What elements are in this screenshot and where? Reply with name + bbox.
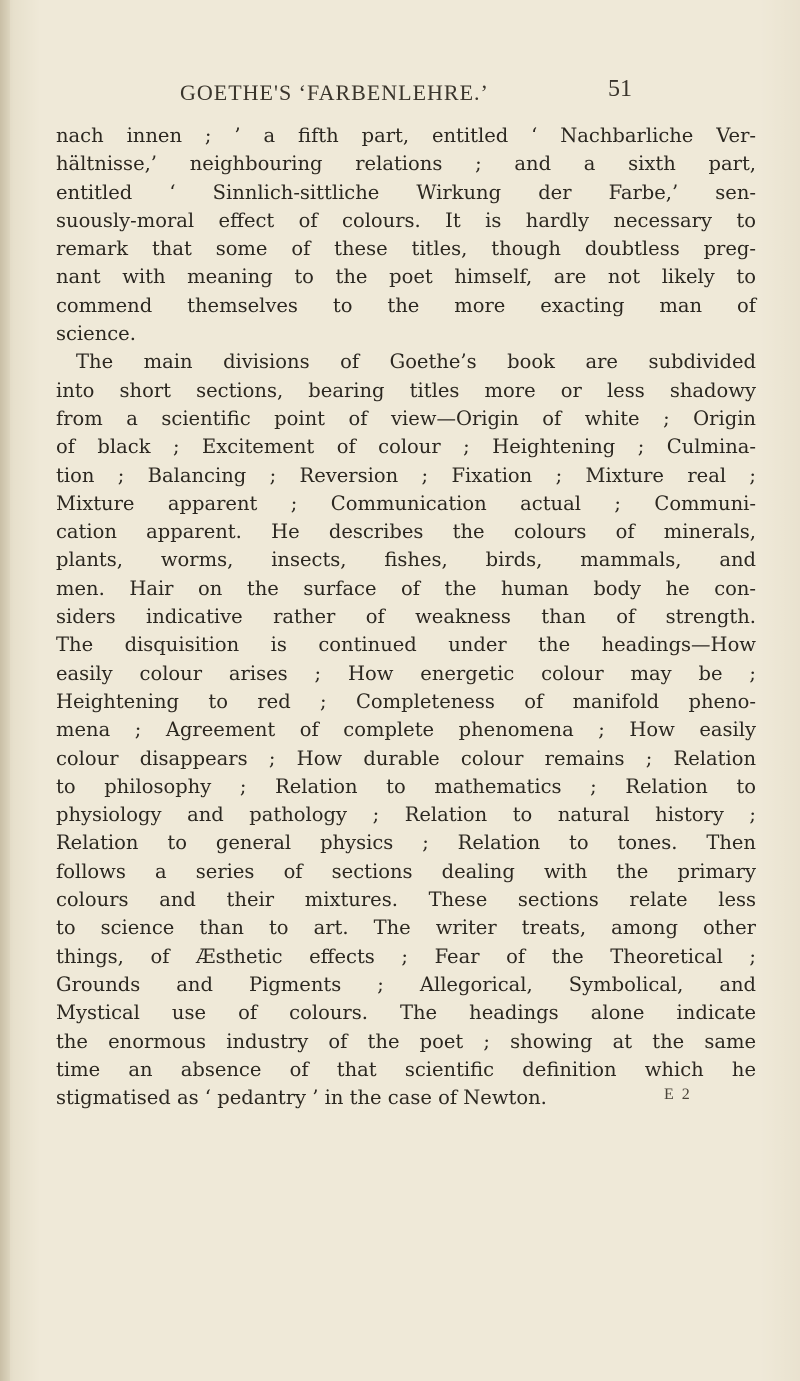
text-line: plants, worms, insects, fishes, birds, mammals, and	[56, 548, 756, 572]
text-line: nach innen ; ’ a fifth part, entitled ‘ Nachbarliche Ver-	[56, 124, 756, 147]
text-line: time an absence of that scientific definition which he	[56, 1057, 756, 1081]
running-head: GOETHE'S ‘FARBENLEHRE.’	[180, 80, 489, 105]
text-line: remark that some of these titles, though doubtless preg-	[56, 237, 756, 261]
text-line: physiology and pathology ; Relation to natural history ;	[56, 803, 756, 827]
text-line: Grounds and Pigments ; Allegorical, Symbolical, and	[56, 972, 756, 996]
text-line: the enormous industry of the poet ; showing at the same	[56, 1029, 756, 1053]
text-line: mena ; Agreement of complete phenomena ; How easily	[56, 718, 756, 742]
text-line: Heightening to red ; Completeness of manifold pheno-	[56, 689, 756, 713]
signature-mark: E 2	[664, 1086, 692, 1103]
text-line: of black ; Excitement of colour ; Heightening ; Culmina-	[56, 435, 756, 459]
text-line: men. Hair on the surface of the human body he con-	[56, 576, 756, 600]
text-line: colour disappears ; How durable colour remains ; Relation	[56, 746, 756, 770]
text-line: siders indicative rather of weakness than of strength.	[56, 605, 756, 629]
text-line: from a scientific point of view—Origin of white ; Origin	[56, 406, 756, 430]
text-line: nant with meaning to the poet himself, are not likely to	[56, 265, 756, 289]
text-line: suously-moral effect of colours. It is hardly necessary to	[56, 208, 756, 232]
text-line: colours and their mixtures. These sections relate less	[56, 888, 756, 912]
text-line: to science than to art. The writer treats, among other	[56, 916, 756, 940]
text-line: into short sections, bearing titles more or less shadowy	[56, 378, 756, 402]
text-line: Mixture apparent ; Communication actual ; Communi-	[56, 491, 756, 515]
text-line: entitled ‘ Sinnlich-sittliche Wirkung der Farbe,’ sen-	[56, 180, 756, 204]
text-line: things, of Æsthetic effects ; Fear of the Theoretical ;	[56, 944, 756, 968]
text-line: follows a series of sections dealing with the primary	[56, 859, 756, 883]
text-line: Mystical use of colours. The headings alone indicate	[56, 1001, 756, 1025]
body-text	[56, 122, 756, 1112]
text-line: easily colour arises ; How energetic colour may be ;	[56, 661, 756, 685]
text-line: The main divisions of Goethe’s book are subdivided	[76, 350, 756, 374]
text-line: commend themselves to the more exacting man of	[56, 293, 756, 317]
text-line: hältnisse,’ neighbouring relations ; and a sixth part,	[56, 152, 756, 176]
text-line: stigmatised as ‘ pedantry ’ in the case of Newton.	[56, 1086, 547, 1110]
text-line: cation apparent. He describes the colours of minerals,	[56, 520, 756, 544]
text-line: tion ; Balancing ; Reversion ; Fixation ; Mixture real ;	[56, 463, 756, 487]
text-line: science.	[56, 322, 136, 346]
page-number: 51	[608, 76, 632, 102]
text-line: Relation to general physics ; Relation to tones. Then	[56, 831, 756, 855]
text-line: The disquisition is continued under the headings—How	[56, 633, 756, 657]
page-gutter-shadow	[0, 0, 10, 1381]
text-line: to philosophy ; Relation to mathematics ; Relation to	[56, 774, 756, 798]
